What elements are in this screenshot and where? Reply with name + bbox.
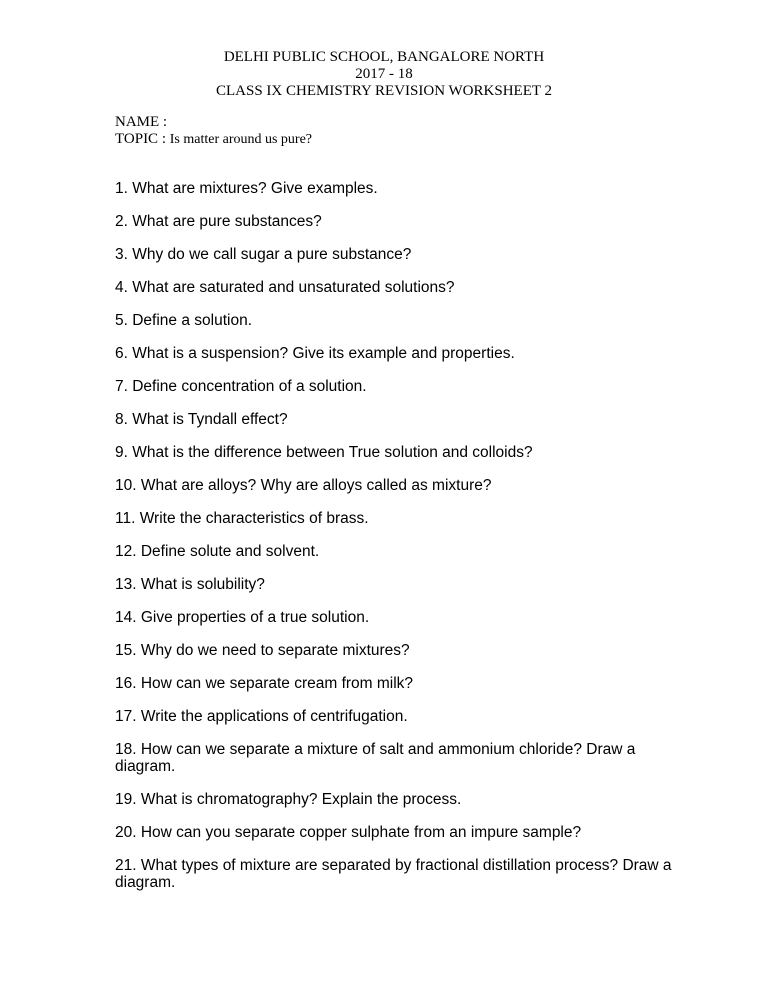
question-item: 21. What types of mixture are separated by fractional distillation process? Draw a diagram.	[115, 857, 672, 891]
question-item: 5. Define a solution.	[115, 312, 253, 329]
topic-label: TOPIC :	[115, 131, 170, 147]
question-item: 11. Write the characteristics of brass.	[115, 510, 369, 527]
question-item: 17. Write the applications of centrifugation.	[115, 708, 408, 725]
worksheet-title: CLASS IX CHEMISTRY REVISION WORKSHEET 2	[216, 83, 552, 99]
question-item: 1. What are mixtures? Give examples.	[115, 180, 378, 197]
school-name: DELHI PUBLIC SCHOOL, BANGALORE NORTH	[223, 49, 545, 65]
name-label: NAME :	[115, 114, 168, 130]
question-item: 3. Why do we call sugar a pure substance?	[115, 246, 412, 263]
topic-line	[115, 131, 312, 148]
question-item: 2. What are pure substances?	[115, 213, 322, 230]
question-item: 13. What is solubility?	[115, 576, 265, 593]
question-item: 18. How can we separate a mixture of salt and ammonium chloride? Draw a diagram.	[115, 741, 636, 775]
question-item: 12. Define solute and solvent.	[115, 543, 320, 560]
worksheet-meta	[115, 114, 312, 148]
question-item: 4. What are saturated and unsaturated solutions?	[115, 279, 455, 296]
question-item: 16. How can we separate cream from milk?	[115, 675, 414, 692]
academic-year: 2017 - 18	[355, 66, 413, 82]
question-item: 7. Define concentration of a solution.	[115, 378, 367, 395]
question-item: 20. How can you separate copper sulphate from an impure sample?	[115, 824, 582, 841]
question-item: 8. What is Tyndall effect?	[115, 411, 288, 428]
question-item: 15. Why do we need to separate mixtures?	[115, 642, 410, 659]
question-item: 9. What is the difference between True solution and colloids?	[115, 444, 533, 461]
question-item: 6. What is a suspension? Give its example and properties.	[115, 345, 515, 362]
topic-value: Is matter around us pure?	[169, 132, 313, 147]
question-item: 14. Give properties of a true solution.	[115, 609, 370, 626]
worksheet-header	[0, 49, 768, 100]
question-item: 10. What are alloys? Why are alloys called as mixture?	[115, 477, 492, 494]
question-item: 19. What is chromatography? Explain the process.	[115, 791, 462, 808]
